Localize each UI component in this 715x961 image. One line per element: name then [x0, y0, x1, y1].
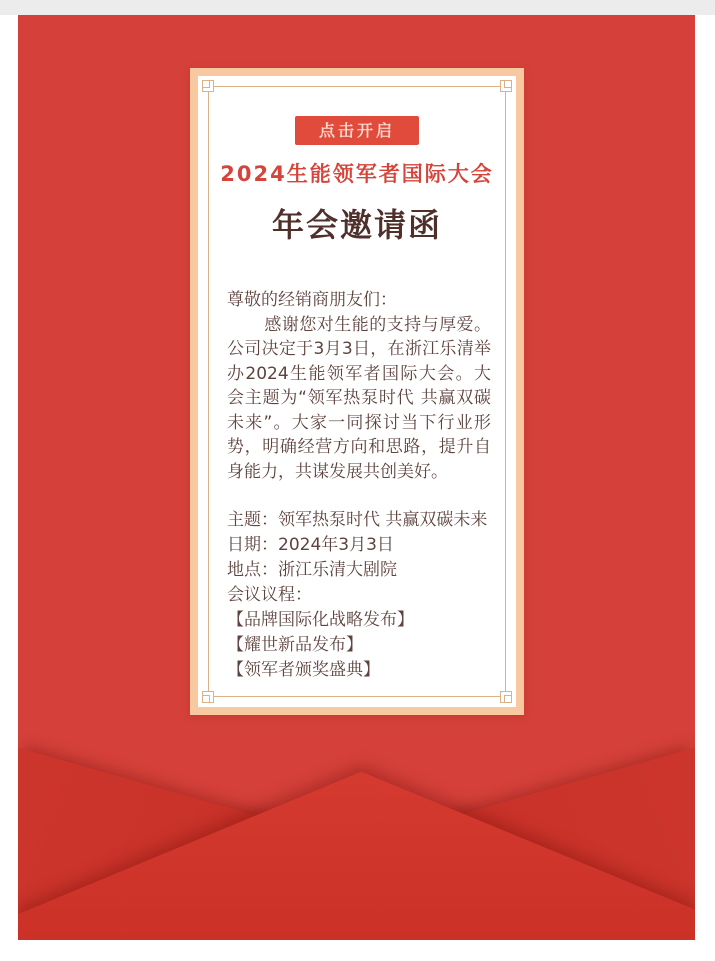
- body-paragraph: 感谢您对生能的支持与厚爱。公司决定于3月3日，在浙江乐清举办2024生能领军者国际大会。大会主题为“领军热泵时代 共赢双碳未来”。大家一同探讨当下行业形势，明确经营方向和思路，提升自身能力，共谋发展共创美好。: [227, 314, 491, 482]
- invitation-card: [190, 68, 524, 715]
- greeting-line: 尊敬的经销商朋友们：: [227, 290, 397, 310]
- corner-ornament-bottom-right: [500, 691, 512, 703]
- event-details: [227, 508, 497, 683]
- open-button[interactable]: 点击开启: [295, 116, 419, 145]
- agenda-item: 【耀世新品发布】: [227, 635, 363, 655]
- letter-body: [227, 288, 491, 484]
- agenda-item: 【品牌国际化战略发布】: [227, 610, 414, 630]
- detail-theme: 主题：领军热泵时代 共赢双碳未来: [227, 510, 488, 530]
- corner-ornament-bottom-left: [202, 691, 214, 703]
- status-bar: [0, 0, 715, 15]
- event-title: 2024生能领军者国际大会: [220, 162, 494, 186]
- agenda-heading: 会议议程：: [227, 585, 312, 605]
- page-title: 年会邀请函: [271, 206, 442, 244]
- detail-location: 地点：浙江乐清大剧院: [227, 560, 397, 580]
- corner-ornament-top-right: [500, 80, 512, 92]
- corner-ornament-top-left: [202, 80, 214, 92]
- agenda-item: 【领军者颁奖盛典】: [227, 660, 380, 680]
- detail-date: 日期：2024年3月3日: [227, 535, 394, 555]
